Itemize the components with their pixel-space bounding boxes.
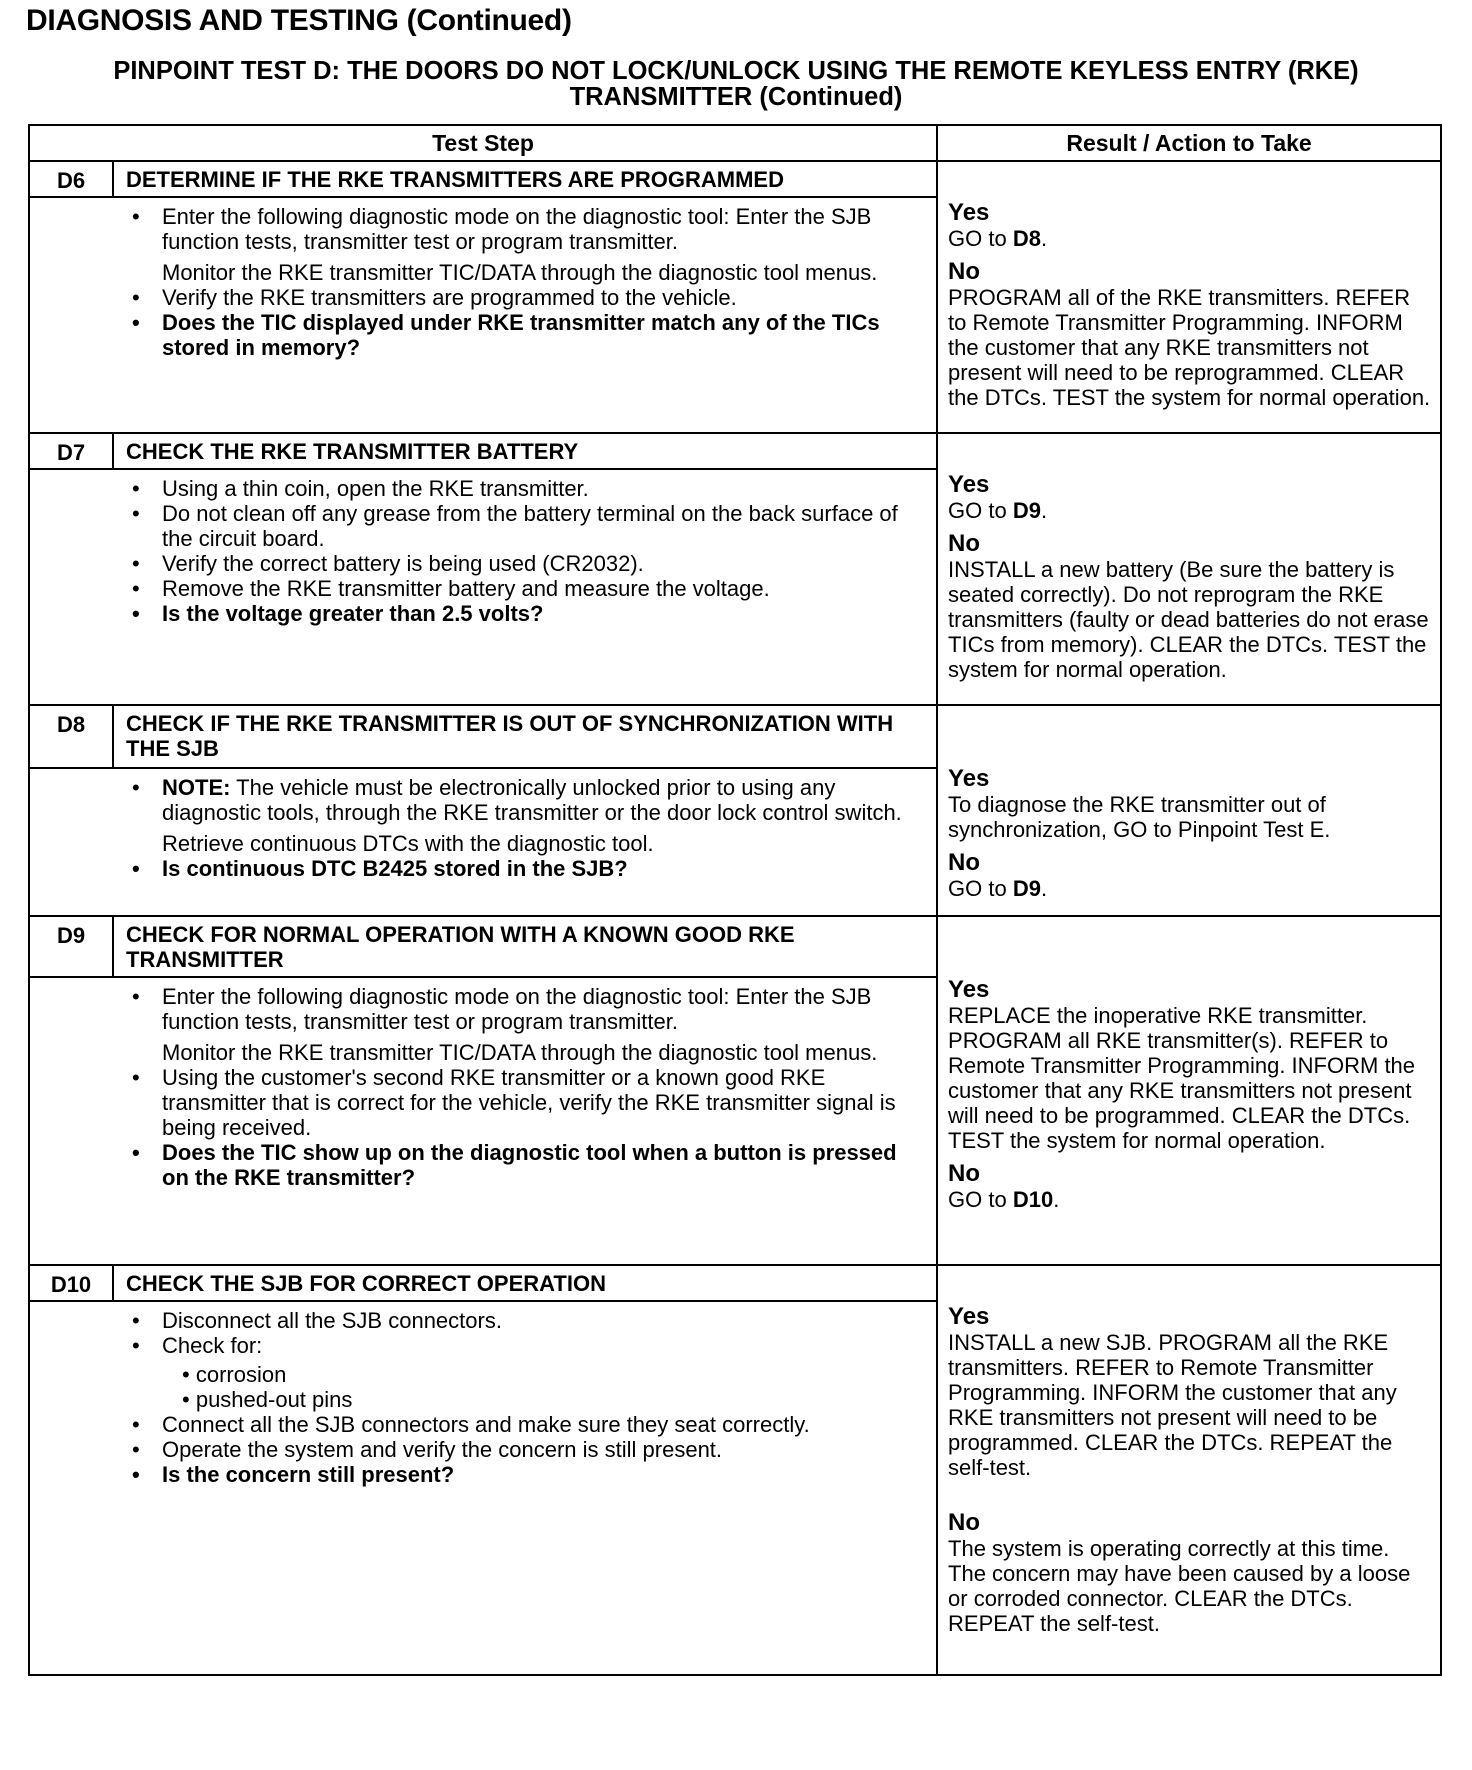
- list-item: • Enter the following diagnostic mode on the diagnostic tool: Enter the SJB function tests, transmitter test or program transmitter.: [124, 984, 926, 1034]
- list-item: • Is the concern still present?: [124, 1462, 926, 1487]
- subtitle-line-2: TRANSMITTER (Continued): [569, 83, 903, 111]
- step-result: [937, 161, 1441, 433]
- result-no: No GO to D9.: [948, 850, 1432, 901]
- no-label: No: [948, 1160, 981, 1187]
- no-text: PROGRAM all of the RKE transmitters. REFER to Remote Transmitter Programming. INFORM the customer that any RKE transmitters not present will need to be reprogrammed. CLEAR the DTCs. TEST the system for normal operation.: [948, 285, 1431, 410]
- pinpoint-test-table: [28, 124, 1442, 1676]
- yes-text: REPLACE the inoperative RKE transmitter. PROGRAM all RKE transmitter(s). REFER to Remote Transmitter Programming. INFORM the customer that any RKE transmitters not present will need to be programmed. CLEAR the DTCs. TEST the system for normal operation.: [948, 1003, 1416, 1153]
- step-title: CHECK THE RKE TRANSMITTER BATTERY: [113, 433, 937, 469]
- yes-label: Yes: [948, 765, 990, 792]
- no-label: No: [948, 258, 981, 285]
- list-item: • Disconnect all the SJB connectors.: [124, 1308, 926, 1333]
- step-result: [937, 705, 1441, 916]
- step-body: [29, 977, 937, 1265]
- no-ref: D10: [1012, 1187, 1054, 1212]
- step-id: D9: [29, 916, 113, 977]
- list-item: • Is the voltage greater than 2.5 volts?: [124, 601, 926, 626]
- list-item: • Verify the correct battery is being used (CR2032).: [124, 551, 926, 576]
- step-result: [937, 433, 1441, 705]
- no-label: No: [948, 530, 981, 557]
- list-item: • Verify the RKE transmitters are programmed to the vehicle.: [124, 285, 926, 310]
- list-item: • Does the TIC show up on the diagnostic tool when a button is pressed on the RKE transmitter?: [124, 1140, 926, 1190]
- page-title: DIAGNOSIS AND TESTING (Continued): [26, 4, 572, 37]
- step-title: CHECK THE SJB FOR CORRECT OPERATION: [113, 1265, 937, 1301]
- note-label: NOTE:: [162, 774, 231, 800]
- result-yes: [948, 766, 1432, 842]
- result-yes: [948, 1304, 1432, 1480]
- result-no: [948, 531, 1432, 682]
- list-item: • Operate the system and verify the concern is still present.: [124, 1437, 926, 1462]
- step-title: CHECK FOR NORMAL OPERATION WITH A KNOWN GOOD RKE TRANSMITTER: [113, 916, 937, 977]
- yes-label: Yes: [948, 199, 990, 226]
- step-title: DETERMINE IF THE RKE TRANSMITTERS ARE PROGRAMMED: [113, 161, 937, 197]
- list-item: Monitor the RKE transmitter TIC/DATA through the diagnostic tool menus.: [162, 260, 878, 285]
- sub-list: [162, 1362, 926, 1412]
- result-yes: Yes GO to D8.: [948, 200, 1432, 251]
- step-row-d6: [29, 161, 1441, 197]
- list-item: • Does the TIC displayed under RKE transmitter match any of the TICs stored in memory?: [124, 310, 926, 360]
- step-row-d7: [29, 433, 1441, 469]
- step-row-d9: [29, 916, 1441, 977]
- list-item: • Connect all the SJB connectors and make sure they seat correctly.: [124, 1412, 926, 1437]
- step-body: [29, 1301, 937, 1675]
- step-result: [937, 1265, 1441, 1675]
- step-body: [29, 768, 937, 916]
- no-text: GO to: [948, 876, 1007, 901]
- sub-list-item: • corrosion: [182, 1362, 287, 1387]
- yes-label: Yes: [948, 471, 990, 498]
- result-no: [948, 259, 1432, 410]
- yes-label: Yes: [948, 1303, 990, 1330]
- step-result: [937, 916, 1441, 1265]
- result-yes: [948, 977, 1432, 1153]
- list-item: • Using a thin coin, open the RKE transmitter.: [124, 476, 926, 501]
- list-item: Monitor the RKE transmitter TIC/DATA through the diagnostic tool menus.: [162, 1040, 878, 1065]
- list-item: • Is continuous DTC B2425 stored in the SJB?: [124, 856, 926, 881]
- no-text: The system is operating correctly at this time. The concern may have been caused by a loose or corroded connector. CLEAR the DTCs. REPEAT the self-test.: [948, 1536, 1411, 1636]
- pinpoint-test-title: [26, 58, 1446, 110]
- list-item: • Check for: • corrosion • pushed-out pins: [124, 1333, 926, 1412]
- list-item: • Remove the RKE transmitter battery and measure the voltage.: [124, 576, 926, 601]
- step-body: [29, 197, 937, 433]
- step-id: D8: [29, 705, 113, 768]
- no-label: No: [948, 849, 981, 876]
- no-label: No: [948, 1509, 981, 1536]
- step-title: CHECK IF THE RKE TRANSMITTER IS OUT OF SYNCHRONIZATION WITH THE SJB: [113, 705, 937, 768]
- result-no: [948, 1510, 1432, 1636]
- yes-ref: D9: [1012, 498, 1041, 523]
- step-row-d10: [29, 1265, 1441, 1301]
- header-result: Result / Action to Take: [937, 125, 1441, 161]
- step-row-d8: [29, 705, 1441, 768]
- step-id: D10: [29, 1265, 113, 1301]
- step-body: [29, 469, 937, 705]
- list-item: • NOTE: The vehicle must be electronically unlocked prior to using any diagnostic tools, through the RKE transmitter or the door lock control switch.: [124, 775, 926, 825]
- result-yes: Yes GO to D9.: [948, 472, 1432, 523]
- list-item: • Using the customer's second RKE transmitter or a known good RKE transmitter that is correct for the vehicle, verify the RKE transmitter signal is being received.: [124, 1065, 926, 1140]
- list-item: • Do not clean off any grease from the battery terminal on the back surface of the circuit board.: [124, 501, 926, 551]
- yes-ref: D8: [1012, 226, 1041, 251]
- table-header-row: [29, 125, 1441, 161]
- yes-text: To diagnose the RKE transmitter out of synchronization, GO to Pinpoint Test E.: [948, 792, 1331, 842]
- sub-list-item: • pushed-out pins: [182, 1387, 353, 1412]
- result-no: No GO to D10.: [948, 1161, 1432, 1212]
- yes-text: GO to: [948, 226, 1007, 251]
- step-id: D6: [29, 161, 113, 197]
- list-item: • Enter the following diagnostic mode on the diagnostic tool: Enter the SJB function tests, transmitter test or program transmitter.: [124, 204, 926, 254]
- yes-text: INSTALL a new SJB. PROGRAM all the RKE transmitters. REFER to Remote Transmitter Programming. INFORM the customer that any RKE transmitters not present will need to be programmed. CLEAR the DTCs. REPEAT the self-test.: [948, 1330, 1397, 1480]
- yes-label: Yes: [948, 976, 990, 1003]
- no-text: INSTALL a new battery (Be sure the battery is seated correctly). Do not reprogram the RKE transmitters (faulty or dead batteries do not erase TICs from memory). CLEAR the DTCs. TEST the system for normal operation.: [948, 557, 1429, 682]
- yes-text: GO to: [948, 498, 1007, 523]
- step-id: D7: [29, 433, 113, 469]
- list-item: Retrieve continuous DTCs with the diagnostic tool.: [162, 830, 654, 856]
- no-ref: D9: [1012, 876, 1041, 901]
- subtitle-line-1: PINPOINT TEST D: THE DOORS DO NOT LOCK/UNLOCK USING THE REMOTE KEYLESS ENTRY (RKE): [113, 57, 1359, 85]
- no-text: GO to: [948, 1187, 1007, 1212]
- header-test-step: Test Step: [29, 125, 937, 161]
